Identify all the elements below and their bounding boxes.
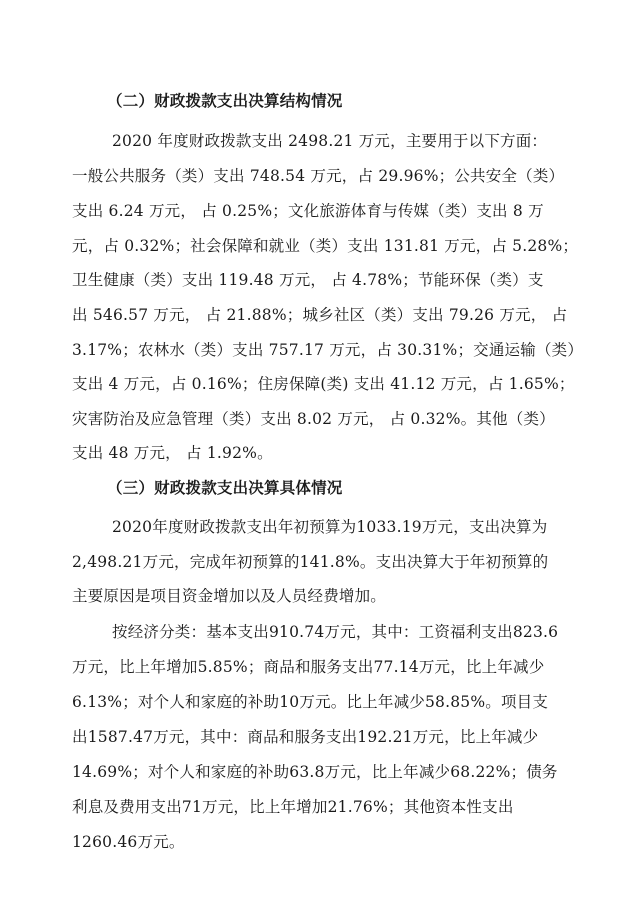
section-2-line-4: 元，占 0.32%；社会保障和就业（类）支出 131.81 万元，占 5.28%； [72,237,579,255]
section-2-heading: （二）财政拨款支出决算结构情况 [107,91,343,110]
section-2-line-8: 支出 4 万元，占 0.16%；住房保障(类) 支出 41.12 万元，占 1.65%； [72,375,575,393]
section-2-line-2: 一般公共服务（类）支出 748.54 万元，占 29.96%；公共安全（类） [72,167,565,185]
section-2-line-1: 2020 年度财政拨款支出 2498.21 万元，主要用于以下方面： [112,132,548,150]
section-2-line-7: 3.17%；农林水（类）支出 757.17 万元，占 30.31%；交通运输（类） [72,341,584,359]
section-3-line-5: 万元，比上年增加5.85%；商品和服务支出77.14万元，比上年减少 [72,658,545,676]
section-2-line-3: 支出 6.24 万元， 占 0.25%；文化旅游体育与传媒（类）支出 8 万 [72,202,544,220]
section-2-line-9: 灾害防治及应急管理（类）支出 8.02 万元， 占 0.32%。其他（类） [72,410,555,428]
section-3-line-2: 2,498.21万元，完成年初预算的141.8%。支出决算大于年初预算的 [72,553,549,571]
section-3-line-1: 2020年度财政拨款支出年初预算为1033.19万元，支出决算为 [112,518,548,536]
section-3-line-10: 1260.46万元。 [72,833,185,851]
section-2-line-6: 出 546.57 万元， 占 21.88%；城乡社区（类）支出 79.26 万元， 占 [72,306,568,324]
section-3-heading: （三）财政拨款支出决算具体情况 [107,478,343,497]
section-3-line-6: 6.13%；对个人和家庭的补助10万元。比上年减少58.85%。项目支 [72,693,549,711]
section-3-line-4: 按经济分类：基本支出910.74万元，其中：工资福利支出823.6 [112,623,559,641]
section-3-line-9: 利息及费用支出71万元，比上年增加21.76%；其他资本性支出 [72,798,514,816]
section-3-line-3: 主要原因是项目资金增加以及人员经费增加。 [72,587,387,605]
section-2-line-10: 支出 48 万元， 占 1.92%。 [72,444,273,462]
section-3-line-7: 出1587.47万元，其中：商品和服务支出192.21万元，比上年减少 [72,728,539,746]
section-3-line-8: 14.69%；对个人和家庭的补助63.8万元，比上年减少68.22%；债务 [72,763,558,781]
section-2-line-5: 卫生健康（类）支出 119.48 万元， 占 4.78%；节能环保（类）支 [72,271,544,289]
